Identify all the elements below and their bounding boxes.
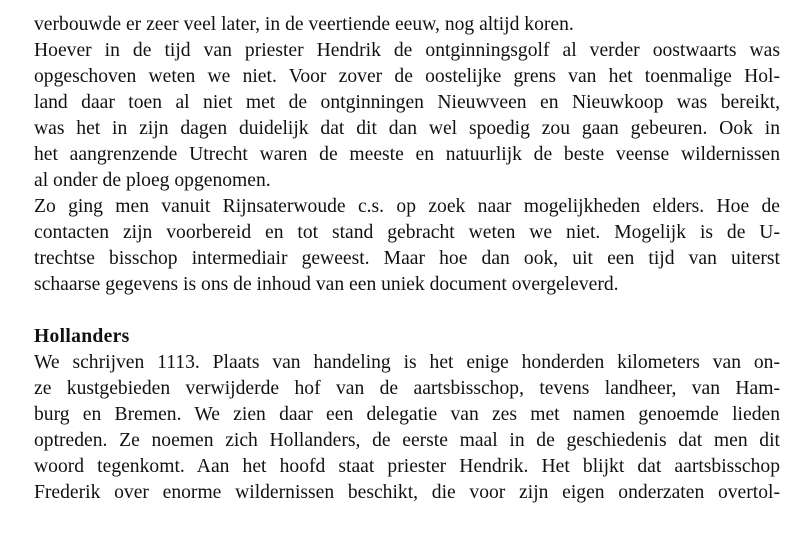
text-line: contacten zijn voorbereid en tot stand gebracht weten we niet. Mogelijk is de U- [34, 222, 780, 243]
text-line: burg en Bremen. We zien daar een delegatie van zes met namen genoemde lieden [34, 404, 780, 425]
text-line: woord tegenkomt. Aan het hoofd staat priester Hendrik. Het blijkt dat aartsbisschop [34, 456, 780, 477]
paragraph-1 [34, 12, 780, 38]
paragraph-2 [34, 38, 780, 194]
paragraph-3 [34, 194, 780, 298]
text-line: opgeschoven weten we niet. Voor zover de oostelijke grens van het toenmalige Hol- [34, 66, 780, 87]
text-line: We schrijven 1113. Plaats van handeling is het enige honderden kilometers van on- [34, 352, 780, 373]
document-page [34, 12, 780, 506]
text-line: trechtse bisschop intermediair geweest. Maar hoe dan ook, uit een tijd van uiterst [34, 248, 780, 269]
section-spacer [34, 298, 780, 324]
text-line: land daar toen al niet met de ontginningen Nieuwveen en Nieuwkoop was bereikt, [34, 92, 780, 113]
text-line: was het in zijn dagen duidelijk dat dit dan wel spoedig zou gaan gebeuren. Ook in [34, 118, 780, 139]
text-line: Hoever in de tijd van priester Hendrik de ontginningsgolf al verder oostwaarts was [34, 40, 780, 61]
text-line: het aangrenzende Utrecht waren de meeste en natuurlijk de beste veense wildernissen [34, 144, 780, 165]
text-line: optreden. Ze noemen zich Hollanders, de eerste maal in de geschiedenis dat men dit [34, 430, 780, 451]
text-line: al onder de ploeg opgenomen. [34, 170, 271, 191]
text-line: Frederik over enorme wildernissen beschikt, die voor zijn eigen onderzaten overtol- [34, 482, 780, 503]
text-line: Zo ging men vanuit Rijnsaterwoude c.s. op zoek naar mogelijkheden elders. Hoe de [34, 196, 780, 217]
text-line: verbouwde er zeer veel later, in de veertiende eeuw, nog altijd koren. [34, 14, 574, 35]
text-line: ze kustgebieden verwijderde hof van de aartsbisschop, tevens landheer, van Ham- [34, 378, 780, 399]
section-heading: Hollanders [34, 326, 130, 347]
text-line: schaarse gegevens is ons de inhoud van een uniek document overgeleverd. [34, 274, 619, 295]
section-paragraph [34, 350, 780, 506]
